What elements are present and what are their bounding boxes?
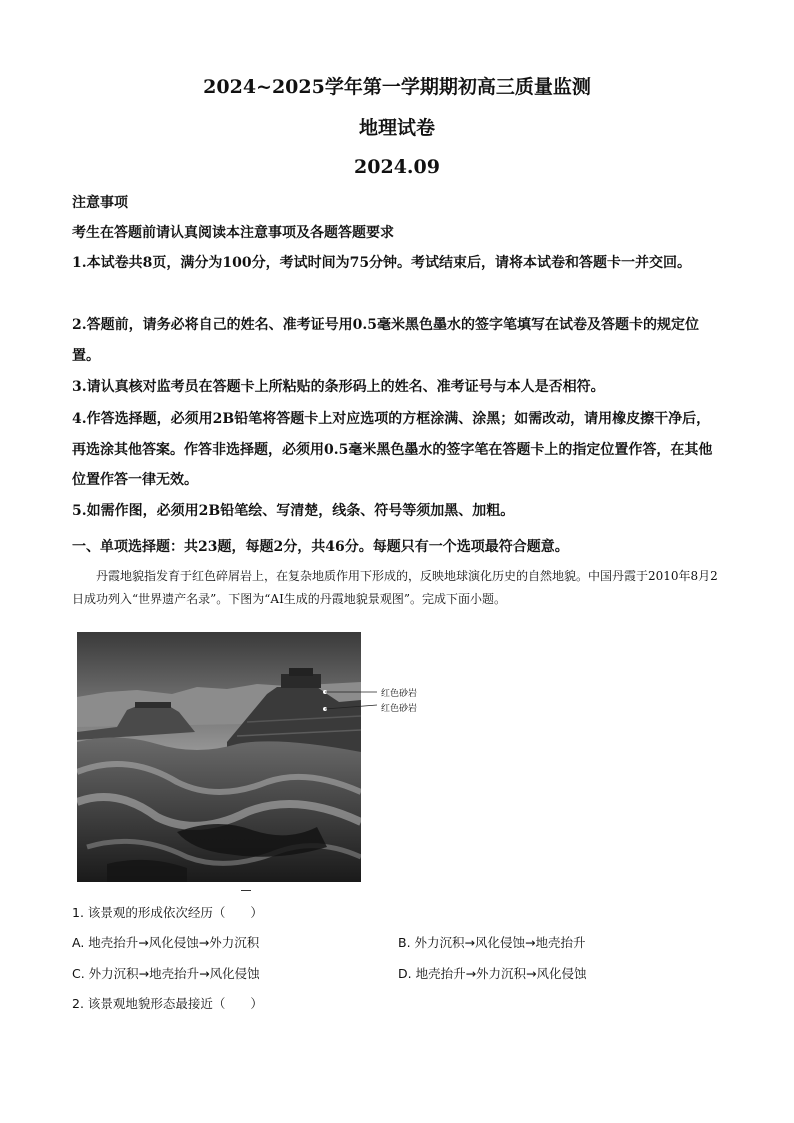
- figure-leader-lines: [325, 685, 380, 715]
- notice-item-5: 5.如需作图，必须用2B铅笔绘、写清楚，线条、符号等须加黑、加粗。: [72, 503, 515, 519]
- question-1-option-c: C. 外力沉积→地壳抬升→风化侵蚀: [72, 966, 260, 981]
- danxia-landscape-photo: [77, 632, 361, 882]
- section-heading: 一、单项选择题：共23题，每题2分，共46分。每题只有一个选项最符合题意。: [72, 539, 569, 555]
- question-1-option-a: A. 地壳抬升→风化侵蚀→外力沉积: [72, 935, 260, 950]
- question-2-stem: 2. 该景观地貌形态最接近（ ）: [72, 996, 263, 1011]
- notice-item-3: 3.请认真核对监考员在答题卡上所粘贴的条形码上的姓名、准考证号与本人是否相符。: [72, 379, 605, 395]
- notice-item-4: 4.作答选择题，必须用2B铅笔将答题卡上对应选项的方框涂满、涂黑；如需改动，请用橡皮擦干净后，再选涂其他答案。作答非选择题，必须用0.5毫米黑色墨水的签字笔在答题卡上的指定位置作答，在其他位置作答一律无效。: [72, 411, 713, 488]
- exam-date: 2024.09: [354, 156, 440, 178]
- question-1-option-b: B. 外力沉积→风化侵蚀→地壳抬升: [398, 935, 586, 950]
- reading-passage: 丹霞地貌指发育于红色碎屑岩上，在复杂地质作用下形成的，反映地球演化历史的自然地貌。中国丹霞于2010年8月2日成功列入“世界遗产名录”。下图为“AI生成的丹霞地貌景观图”。完成下面小题。: [72, 569, 718, 606]
- exam-title: 2024~2025学年第一学期期初高三质量监测: [203, 76, 591, 98]
- notice-item-1: 1.本试卷共8页，满分为100分，考试时间为75分钟。考试结束后，请将本试卷和答题卡一并交回。: [72, 255, 692, 271]
- notice-intro: 考生在答题前请认真阅读本注意事项及各题答题要求: [72, 225, 394, 241]
- question-1-stem: 1. 该景观的形成依次经历（ ）: [72, 905, 263, 920]
- notice-heading: 注意事项: [72, 195, 128, 211]
- label-red-sandstone-lower: 红色砂岩: [381, 704, 418, 714]
- label-red-sandstone-upper: 红色砂岩: [381, 689, 418, 699]
- question-1-option-d: D. 地壳抬升→外力沉积→风化侵蚀: [398, 966, 587, 981]
- exam-subject: 地理试卷: [358, 117, 435, 139]
- figure-mark: [241, 890, 251, 891]
- notice-item-2: 2.答题前，请务必将自己的姓名、准考证号用0.5毫米黑色墨水的签字笔填写在试卷及答题卡的规定位置。: [72, 317, 699, 364]
